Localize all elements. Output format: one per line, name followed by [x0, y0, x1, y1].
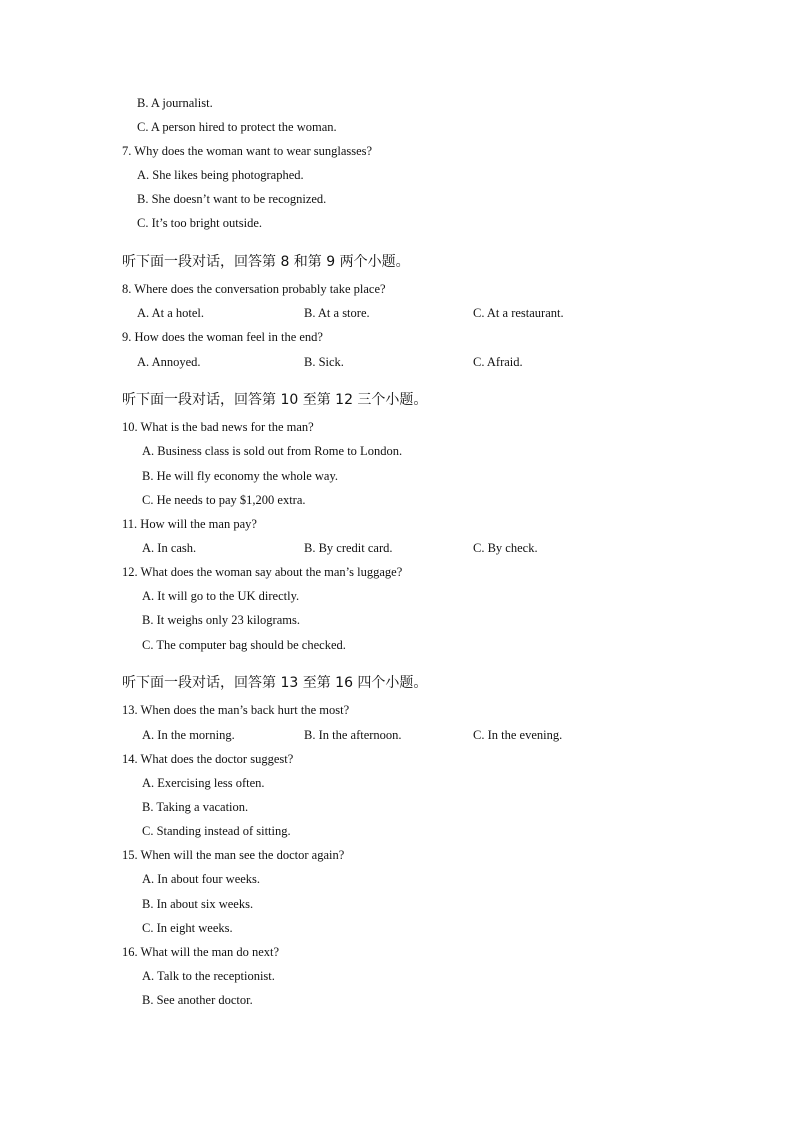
q7-option-c: C. It’s too bright outside. — [137, 216, 262, 230]
q12-option-b: B. It weighs only 23 kilograms. — [142, 613, 300, 627]
q15-option-b: B. In about six weeks. — [142, 897, 254, 911]
q7-option-a: A. She likes being photographed. — [137, 168, 304, 182]
section-heading-10-12: 听下面一段对话，回答第 10 至第 12 三个小题。 — [122, 392, 428, 408]
q11-stem: 11. How will the man pay? — [122, 517, 257, 531]
section-heading-8-9: 听下面一段对话，回答第 8 和第 9 两个小题。 — [122, 254, 410, 270]
q15-option-a: A. In about four weeks. — [142, 872, 261, 886]
q15-stem: 15. When will the man see the doctor again? — [122, 848, 345, 862]
q9-option-a: A. Annoyed. — [137, 355, 201, 369]
q16-stem: 16. What will the man do next? — [122, 945, 280, 959]
q16-option-a: A. Talk to the receptionist. — [142, 969, 275, 983]
q9-stem: 9. How does the woman feel in the end? — [122, 330, 323, 344]
q10-option-a: A. Business class is sold out from Rome to London. — [142, 444, 403, 458]
q12-option-a: A. It will go to the UK directly. — [142, 589, 300, 603]
q10-option-b: B. He will fly economy the whole way. — [142, 469, 339, 483]
q16-option-b: B. See another doctor. — [142, 993, 253, 1007]
q6-option-c: C. A person hired to protect the woman. — [137, 120, 337, 134]
q12-option-c: C. The computer bag should be checked. — [142, 638, 346, 652]
q11-option-a: A. In cash. — [142, 541, 197, 555]
q8-stem: 8. Where does the conversation probably take place? — [122, 282, 386, 296]
q14-stem: 14. What does the doctor suggest? — [122, 752, 294, 766]
q11-option-b: B. By credit card. — [304, 541, 393, 555]
q14-option-a: A. Exercising less often. — [142, 776, 265, 790]
section-heading-13-16: 听下面一段对话，回答第 13 至第 16 四个小题。 — [122, 675, 428, 691]
q6-option-b: B. A journalist. — [137, 96, 213, 110]
q14-option-c: C. Standing instead of sitting. — [142, 824, 291, 838]
q7-stem: 7. Why does the woman want to wear sunglasses? — [122, 144, 373, 158]
q8-option-a: A. At a hotel. — [137, 306, 205, 320]
q14-option-b: B. Taking a vacation. — [142, 800, 249, 814]
q13-option-a: A. In the morning. — [142, 728, 235, 742]
q7-option-b: B. She doesn’t want to be recognized. — [137, 192, 327, 206]
q11-option-c: C. By check. — [473, 541, 538, 555]
q10-option-c: C. He needs to pay $1,200 extra. — [142, 493, 306, 507]
q13-stem: 13. When does the man’s back hurt the most? — [122, 703, 350, 717]
q13-option-c: C. In the evening. — [473, 728, 563, 742]
q12-stem: 12. What does the woman say about the man’s luggage? — [122, 565, 403, 579]
q9-option-c: C. Afraid. — [473, 355, 523, 369]
q8-option-c: C. At a restaurant. — [473, 306, 564, 320]
q13-option-b: B. In the afternoon. — [304, 728, 402, 742]
q9-option-b: B. Sick. — [304, 355, 344, 369]
q8-option-b: B. At a store. — [304, 306, 370, 320]
q10-stem: 10. What is the bad news for the man? — [122, 420, 314, 434]
q15-option-c: C. In eight weeks. — [142, 921, 233, 935]
